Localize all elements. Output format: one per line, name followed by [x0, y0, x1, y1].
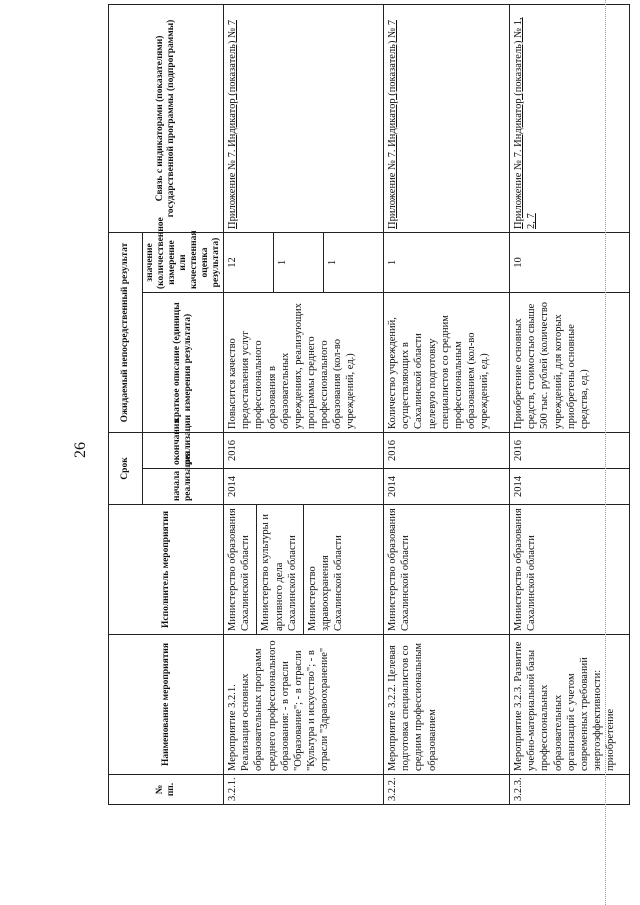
value-education: 12	[227, 257, 239, 268]
value-culture: 1	[273, 233, 289, 292]
row-end: 2016	[224, 433, 384, 469]
table-row	[384, 5, 510, 805]
row-link: Приложение № 7. Индикатор (показатель) № 7	[224, 5, 384, 233]
row-start: 2014	[510, 469, 630, 505]
header-executor: Исполнитель мероприятия	[109, 505, 224, 635]
program-activities-table	[108, 4, 630, 805]
row-name: Мероприятие 3.2.1. Реализация основных образовательных программ среднего профессионального образования: - в отрасли "Образование"; - в отрасли "Культура и искусство"; - в отрасли "Здравоохранение"	[224, 635, 384, 775]
row-start: 2014	[224, 469, 384, 505]
row-name: Мероприятие 3.2.3. Развитие учебно-материальной базы профессиональных образовательных организаций с учетом современных требований энергоэффективности: приобретение	[510, 635, 630, 775]
row-value	[224, 233, 384, 293]
header-result-desc: краткое описание (единицы измерения результата)	[143, 293, 224, 433]
header-num: № пп.	[109, 775, 224, 805]
header-name: Наименование мероприятия	[109, 635, 224, 775]
row-desc: Количество учреждений, осуществляющих в Сахалинской области целевую подготовку специалистов со средним профессиональным образованием (кол-во учреждений, ед.)	[384, 293, 510, 433]
row-executor: Министерство образования Сахалинской области	[510, 505, 630, 635]
row-num: 3.2.2.	[384, 775, 510, 805]
row-num: 3.2.3.	[510, 775, 630, 805]
header-link: Связь с индикаторами (показателями) государственной программы (подпрограммы)	[109, 5, 224, 233]
header-term: Срок	[109, 433, 143, 505]
row-end: 2016	[510, 433, 630, 469]
header-term-start: начала реализации	[143, 469, 224, 505]
executor-education: Министерство образования Сахалинской области	[227, 508, 252, 631]
value-health: 1	[323, 233, 339, 292]
row-name: Мероприятие 3.2.2. Целевая подготовка специалистов со средним профессиональным образованием	[384, 635, 510, 775]
header-term-end: окончания реализации	[143, 433, 224, 469]
row-end: 2016	[384, 433, 510, 469]
row-executor	[224, 505, 384, 635]
table-row	[224, 5, 384, 805]
page-number: 26	[72, 442, 89, 458]
row-start: 2014	[384, 469, 510, 505]
table-header	[109, 5, 224, 805]
header-result: Ожидаемый непосредственный результат	[109, 233, 143, 433]
row-value: 1	[384, 233, 510, 293]
row-executor: Министерство образования Сахалинской области	[384, 505, 510, 635]
row-value: 10	[510, 233, 630, 293]
executor-culture: Министерство культуры и архивного дела Сахалинской области	[256, 505, 298, 634]
scan-edge-line	[605, 0, 607, 905]
header-result-value: значение (количественное измерение или качественная оценка результата)	[143, 233, 224, 293]
row-num: 3.2.1.	[224, 775, 384, 805]
row-desc: Повысится качество предоставления услуг профессионального образования в образовательных учреждениях, реализующих программы среднего профессионального образования (кол-во учреждений, ед.)	[224, 293, 384, 433]
executor-health: Министерство здравоохранения Сахалинской области	[303, 505, 345, 634]
row-desc: Приобретение основных средств, стоимостью свыше 500 тыс. рублей (количество учреждений, для которых приобретены основные средства, ед.)	[510, 293, 630, 433]
row-link: Приложение № 7. Индикатор (показатель) № 7	[384, 5, 510, 233]
row-link: Приложение № 7. Индикатор (показатель) № 1, 2, 7	[510, 5, 630, 233]
table-row	[510, 5, 630, 805]
